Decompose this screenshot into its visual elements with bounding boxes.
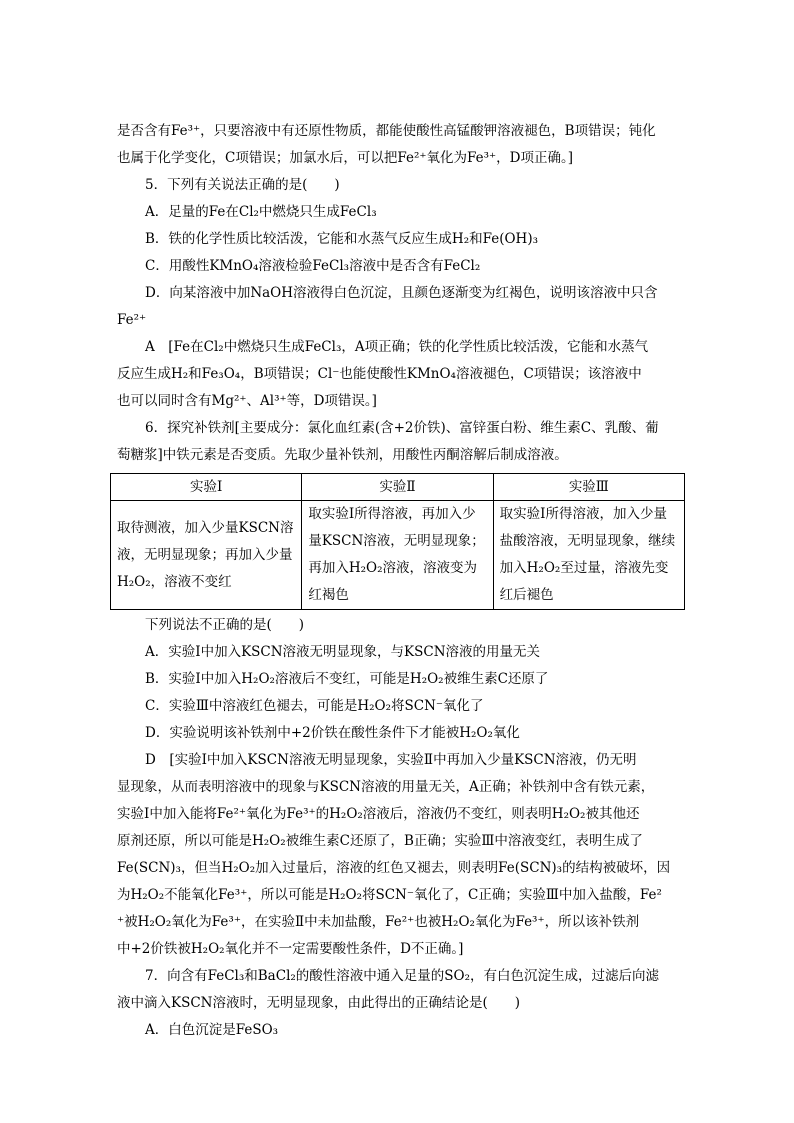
question-5-answer-cont: 也可以同时含有Mg²⁺、Al³⁺等，D项错误。] (117, 393, 377, 409)
question-6-stem: 6．探究补铁剂[主要成分：氯化血红素(含+2价铁)、富锌蛋白粉、维生素C、乳酸、葡 (145, 420, 659, 436)
table-header-row (111, 474, 685, 501)
question-5-option-b: B．铁的化学性质比较活泼，它能和水蒸气反应生成H₂和Fe(OH)₃ (145, 231, 539, 247)
question-6-ask: 下列说法不正确的是( ) (145, 617, 305, 633)
table-header: 实验Ⅲ (493, 474, 684, 501)
text-line: 是否含有Fe³⁺，只要溶液中有还原性物质，都能使酸性高锰酸钾溶液褪色，B项错误；钝化 (117, 123, 656, 139)
question-5-option-c: C．用酸性KMnO₄溶液检验FeCl₃溶液中是否含有FeCl₂ (145, 258, 481, 274)
table-cell: 取实验Ⅰ所得溶液，加入少量盐酸溶液，无明显现象，继续加入H₂O₂至过量，溶液先变红后褪色 (493, 501, 684, 610)
question-5-stem: 5．下列有关说法正确的是( ) (145, 177, 340, 193)
question-6-answer-cont: ⁺被H₂O₂氧化为Fe³⁺，在实验Ⅱ中未加盐酸，Fe²⁺也被H₂O₂氧化为Fe³⁺，所以该补铁剂 (117, 914, 640, 930)
experiment-table (110, 473, 685, 610)
text-line: 也属于化学变化，C项错误；加氯水后，可以把Fe²⁺氧化为Fe³⁺，D项正确。] (117, 150, 573, 166)
question-6-option-a: A．实验Ⅰ中加入KSCN溶液无明显现象，与KSCN溶液的用量无关 (145, 644, 541, 660)
question-6-option-d: D．实验说明该补铁剂中+2价铁在酸性条件下才能被H₂O₂氧化 (145, 725, 520, 741)
question-6-option-c: C．实验Ⅲ中溶液红色褪去，可能是H₂O₂将SCN⁻氧化了 (145, 698, 484, 714)
question-5-option-d-cont: Fe²⁺ (117, 312, 147, 328)
question-5-option-a: A．足量的Fe在Cl₂中燃烧只生成FeCl₃ (145, 204, 377, 220)
document-page (117, 118, 685, 1044)
question-6-answer-cont: Fe(SCN)₃，但当H₂O₂加入过量后，溶液的红色又褪去，则表明Fe(SCN)₃的结构被破坏，因 (117, 860, 671, 876)
question-7-stem: 7．向含有FeCl₃和BaCl₂的酸性溶液中通入足量的SO₂，有白色沉淀生成，过滤后向滤 (145, 968, 660, 984)
table-cell: 取待测液，加入少量KSCN溶液，无明显现象；再加入少量H₂O₂，溶液不变红 (111, 501, 302, 610)
table-header: 实验Ⅰ (111, 474, 302, 501)
question-6-stem-cont: 萄糖浆]中铁元素是否变质。先取少量补铁剂，用酸性丙酮溶解后制成溶液。 (117, 447, 568, 463)
table-row (111, 501, 685, 610)
question-6-option-b: B．实验Ⅰ中加入H₂O₂溶液后不变红，可能是H₂O₂被维生素C还原了 (145, 671, 549, 687)
question-7-option-a: A．白色沉淀是FeSO₃ (145, 1022, 279, 1038)
question-6-answer-cont: 实验Ⅰ中加入能将Fe²⁺氧化为Fe³⁺的H₂O₂溶液后，溶液仍不变红，则表明H₂O₂被其他还 (117, 806, 640, 822)
question-6-answer-cont: 原剂还原，所以可能是H₂O₂被维生素C还原了，B正确；实验Ⅲ中溶液变红，表明生成了 (117, 833, 643, 849)
question-6-answer: D [实验Ⅰ中加入KSCN溶液无明显现象，实验Ⅱ中再加入少量KSCN溶液，仍无明 (145, 752, 637, 768)
question-6-answer-cont: 为H₂O₂不能氧化Fe³⁺，所以可能是H₂O₂将SCN⁻氧化了，C正确；实验Ⅲ中加入盐酸，Fe² (117, 887, 662, 903)
question-5-answer-cont: 反应生成H₂和Fe₃O₄，B项错误；Cl⁻也能使酸性KMnO₄溶液褪色，C项错误；该溶液中 (117, 366, 642, 382)
question-6-answer-cont: 中+2价铁被H₂O₂氧化并不一定需要酸性条件，D不正确。] (117, 941, 464, 957)
table-header: 实验Ⅱ (302, 474, 493, 501)
question-6-answer-cont: 显现象，从而表明溶液中的现象与KSCN溶液的用量无关，A正确；补铁剂中含有铁元素， (117, 779, 655, 795)
question-5-option-d: D．向某溶液中加NaOH溶液得白色沉淀，且颜色逐渐变为红褐色，说明该溶液中只含 (145, 285, 658, 301)
question-5-answer: A [Fe在Cl₂中燃烧只生成FeCl₃，A项正确；铁的化学性质比较活泼，它能和水蒸气 (145, 339, 649, 355)
table-cell: 取实验Ⅰ所得溶液，再加入少量KSCN溶液，无明显现象；再加入H₂O₂溶液，溶液变为红褐色 (302, 501, 493, 610)
question-7-stem-cont: 液中滴入KSCN溶液时，无明显现象，由此得出的正确结论是( ) (117, 995, 521, 1011)
